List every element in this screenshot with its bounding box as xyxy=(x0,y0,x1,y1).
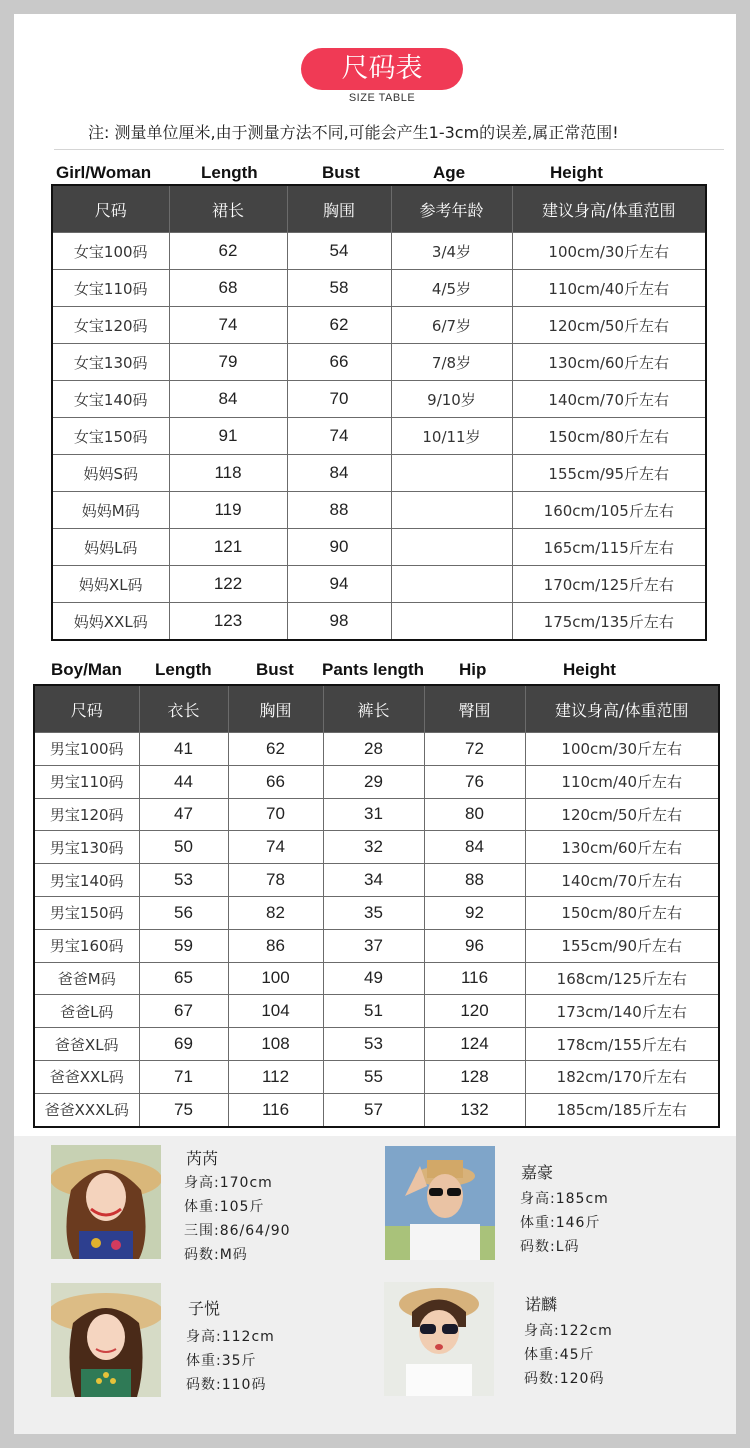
size-label-cell: 女宝130码 xyxy=(52,344,169,381)
column-header: 衣长 xyxy=(139,685,228,733)
table-cell: 84 xyxy=(424,831,525,864)
table-row xyxy=(34,896,719,929)
table-cell: 108 xyxy=(228,1028,323,1061)
table-row xyxy=(52,418,706,455)
table-cell: 121 xyxy=(169,529,287,566)
table-cell: 124 xyxy=(424,1028,525,1061)
table-cell: 32 xyxy=(323,831,424,864)
size-chart-page xyxy=(14,14,736,1434)
boy-header-height: Height xyxy=(563,660,616,679)
table-cell: 92 xyxy=(424,896,525,929)
column-header: 裙长 xyxy=(169,185,287,233)
size-label-cell: 女宝110码 xyxy=(52,270,169,307)
girl-straw-hat-photo xyxy=(51,1283,161,1397)
boy-header-size: Boy/Man xyxy=(51,660,122,679)
table-cell: 75 xyxy=(139,1093,228,1126)
table-cell: 70 xyxy=(287,381,391,418)
table-row xyxy=(34,962,719,995)
table-cell: 119 xyxy=(169,492,287,529)
model-stat: 身高:112cm xyxy=(186,1329,275,1345)
girl-header-length: Length xyxy=(201,163,258,182)
table-cell: 110cm/40斤左右 xyxy=(512,270,706,307)
model-stat: 码数:L码 xyxy=(520,1239,580,1255)
table-cell: 120cm/50斤左右 xyxy=(512,307,706,344)
model-stat: 体重:45斤 xyxy=(524,1347,595,1363)
table-cell: 6/7岁 xyxy=(391,307,512,344)
table-cell: 49 xyxy=(323,962,424,995)
table-cell: 10/11岁 xyxy=(391,418,512,455)
table-cell: 62 xyxy=(287,307,391,344)
table-cell: 72 xyxy=(424,733,525,766)
size-label-cell: 爸爸XXXL码 xyxy=(34,1093,139,1126)
table-cell: 66 xyxy=(287,344,391,381)
column-header: 胸围 xyxy=(287,185,391,233)
boy-header-bust: Bust xyxy=(256,660,294,679)
table-cell: 74 xyxy=(228,831,323,864)
table-cell: 104 xyxy=(228,995,323,1028)
table-cell: 55 xyxy=(323,1060,424,1093)
size-label-cell: 男宝130码 xyxy=(34,831,139,864)
table-cell: 175cm/135斤左右 xyxy=(512,603,706,641)
column-header: 尺码 xyxy=(52,185,169,233)
table-cell: 94 xyxy=(287,566,391,603)
size-label-cell: 爸爸L码 xyxy=(34,995,139,1028)
size-label-cell: 男宝100码 xyxy=(34,733,139,766)
table-cell: 155cm/90斤左右 xyxy=(525,929,719,962)
table-cell: 62 xyxy=(228,733,323,766)
model-stat: 体重:105斤 xyxy=(184,1199,265,1215)
column-header: 建议身高/体重范围 xyxy=(525,685,719,733)
table-row xyxy=(52,233,706,270)
size-label-cell: 爸爸XL码 xyxy=(34,1028,139,1061)
table-row xyxy=(52,566,706,603)
column-header: 建议身高/体重范围 xyxy=(512,185,706,233)
table-cell: 182cm/170斤左右 xyxy=(525,1060,719,1093)
boy-header-pants-length: Pants length xyxy=(322,660,425,679)
table-row xyxy=(34,798,719,831)
model-stat: 码数:110码 xyxy=(186,1377,267,1393)
model-stat: 体重:35斤 xyxy=(186,1353,257,1369)
column-header: 臀围 xyxy=(424,685,525,733)
table-cell: 120cm/50斤左右 xyxy=(525,798,719,831)
table-cell: 3/4岁 xyxy=(391,233,512,270)
table-cell: 79 xyxy=(169,344,287,381)
model-name: 芮芮 xyxy=(186,1149,219,1168)
table-cell: 31 xyxy=(323,798,424,831)
table-row xyxy=(34,1093,719,1126)
man-sunglasses-photo xyxy=(385,1146,495,1260)
model-stat: 身高:170cm xyxy=(184,1175,273,1191)
table-cell: 78 xyxy=(228,864,323,897)
table-row xyxy=(34,864,719,897)
table-cell: 96 xyxy=(424,929,525,962)
table-cell: 150cm/80斤左右 xyxy=(525,896,719,929)
table-cell: 100cm/30斤左右 xyxy=(512,233,706,270)
table-cell: 110cm/40斤左右 xyxy=(525,765,719,798)
table-cell: 84 xyxy=(287,455,391,492)
table-row xyxy=(34,765,719,798)
table-cell: 74 xyxy=(169,307,287,344)
table-cell: 68 xyxy=(169,270,287,307)
model-stat: 三围:86/64/90 xyxy=(184,1223,291,1239)
boy-size-table xyxy=(33,684,720,1128)
table-cell: 88 xyxy=(287,492,391,529)
table-cell: 100 xyxy=(228,962,323,995)
table-cell: 168cm/125斤左右 xyxy=(525,962,719,995)
table-row xyxy=(34,995,719,1028)
page-title: 尺码表 xyxy=(301,48,463,90)
table-cell: 91 xyxy=(169,418,287,455)
size-label-cell: 男宝140码 xyxy=(34,864,139,897)
model-stat: 身高:185cm xyxy=(520,1191,609,1207)
table-cell: 130cm/60斤左右 xyxy=(525,831,719,864)
table-cell: 173cm/140斤左右 xyxy=(525,995,719,1028)
size-label-cell: 妈妈M码 xyxy=(52,492,169,529)
table-cell xyxy=(391,455,512,492)
table-cell: 80 xyxy=(424,798,525,831)
table-cell: 53 xyxy=(139,864,228,897)
model-stat: 码数:M码 xyxy=(184,1247,248,1263)
table-row xyxy=(52,307,706,344)
table-cell: 4/5岁 xyxy=(391,270,512,307)
table-cell: 150cm/80斤左右 xyxy=(512,418,706,455)
table-row xyxy=(52,381,706,418)
table-row xyxy=(52,529,706,566)
measurement-note: 注: 测量单位厘米,由于测量方法不同,可能会产生1-3cm的误差,属正常范围! xyxy=(88,123,619,142)
woman-straw-hat-photo xyxy=(51,1145,161,1259)
table-cell: 7/8岁 xyxy=(391,344,512,381)
table-cell: 123 xyxy=(169,603,287,641)
size-label-cell: 妈妈XXL码 xyxy=(52,603,169,641)
size-label-cell: 妈妈S码 xyxy=(52,455,169,492)
table-cell: 70 xyxy=(228,798,323,831)
table-cell: 140cm/70斤左右 xyxy=(512,381,706,418)
model-name: 诺麟 xyxy=(525,1295,558,1314)
divider xyxy=(54,149,724,150)
girl-size-table xyxy=(51,184,707,641)
table-cell: 116 xyxy=(424,962,525,995)
table-cell: 62 xyxy=(169,233,287,270)
table-cell: 132 xyxy=(424,1093,525,1126)
column-header: 尺码 xyxy=(34,685,139,733)
size-label-cell: 女宝120码 xyxy=(52,307,169,344)
table-cell: 37 xyxy=(323,929,424,962)
table-cell: 100cm/30斤左右 xyxy=(525,733,719,766)
table-cell: 82 xyxy=(228,896,323,929)
table-cell: 122 xyxy=(169,566,287,603)
table-cell: 88 xyxy=(424,864,525,897)
table-row xyxy=(34,733,719,766)
table-cell: 66 xyxy=(228,765,323,798)
table-cell: 86 xyxy=(228,929,323,962)
table-cell: 98 xyxy=(287,603,391,641)
table-cell xyxy=(391,566,512,603)
table-cell xyxy=(391,529,512,566)
model-stat: 码数:120码 xyxy=(524,1371,605,1387)
table-row xyxy=(52,270,706,307)
column-header: 裤长 xyxy=(323,685,424,733)
table-cell: 58 xyxy=(287,270,391,307)
girl-table-header-row xyxy=(52,185,706,233)
girl-header-size: Girl/Woman xyxy=(56,163,152,182)
table-cell: 54 xyxy=(287,233,391,270)
table-row xyxy=(52,492,706,529)
column-header: 参考年龄 xyxy=(391,185,512,233)
table-row xyxy=(34,831,719,864)
boy-table-body xyxy=(34,733,719,1127)
boy-header-hip: Hip xyxy=(459,660,487,679)
table-row xyxy=(52,344,706,381)
size-label-cell: 女宝100码 xyxy=(52,233,169,270)
table-cell: 74 xyxy=(287,418,391,455)
column-header: 胸围 xyxy=(228,685,323,733)
table-cell xyxy=(391,492,512,529)
model-name: 子悦 xyxy=(188,1299,221,1318)
model-stat: 身高:122cm xyxy=(524,1323,613,1339)
table-cell: 47 xyxy=(139,798,228,831)
size-label-cell: 女宝140码 xyxy=(52,381,169,418)
page-subtitle: SIZE TABLE xyxy=(348,92,416,104)
boy-header-length: Length xyxy=(155,660,212,679)
table-cell: 41 xyxy=(139,733,228,766)
table-row xyxy=(34,1060,719,1093)
girl-header-height: Height xyxy=(550,163,603,182)
table-cell: 34 xyxy=(323,864,424,897)
boy-sunglasses-photo xyxy=(384,1282,494,1396)
table-cell: 76 xyxy=(424,765,525,798)
table-cell: 53 xyxy=(323,1028,424,1061)
table-cell: 65 xyxy=(139,962,228,995)
table-cell: 140cm/70斤左右 xyxy=(525,864,719,897)
girl-header-age: Age xyxy=(433,163,466,182)
girl-table-body xyxy=(52,233,706,641)
size-label-cell: 男宝110码 xyxy=(34,765,139,798)
table-cell: 35 xyxy=(323,896,424,929)
size-label-cell: 妈妈L码 xyxy=(52,529,169,566)
table-cell: 155cm/95斤左右 xyxy=(512,455,706,492)
table-cell: 44 xyxy=(139,765,228,798)
table-cell: 50 xyxy=(139,831,228,864)
girl-header-bust: Bust xyxy=(322,163,360,182)
table-cell: 29 xyxy=(323,765,424,798)
table-cell: 51 xyxy=(323,995,424,1028)
table-row xyxy=(52,455,706,492)
model-stat: 体重:146斤 xyxy=(520,1215,601,1231)
size-label-cell: 男宝150码 xyxy=(34,896,139,929)
model-name: 嘉豪 xyxy=(521,1163,554,1182)
table-cell: 59 xyxy=(139,929,228,962)
size-label-cell: 爸爸XXL码 xyxy=(34,1060,139,1093)
table-row xyxy=(34,929,719,962)
table-cell: 185cm/185斤左右 xyxy=(525,1093,719,1126)
size-label-cell: 女宝150码 xyxy=(52,418,169,455)
table-cell: 56 xyxy=(139,896,228,929)
table-cell: 118 xyxy=(169,455,287,492)
table-cell: 165cm/115斤左右 xyxy=(512,529,706,566)
size-label-cell: 妈妈XL码 xyxy=(52,566,169,603)
table-cell: 28 xyxy=(323,733,424,766)
table-cell: 130cm/60斤左右 xyxy=(512,344,706,381)
boy-table-header-row xyxy=(34,685,719,733)
size-label-cell: 男宝160码 xyxy=(34,929,139,962)
table-row xyxy=(34,1028,719,1061)
table-cell: 178cm/155斤左右 xyxy=(525,1028,719,1061)
table-cell: 9/10岁 xyxy=(391,381,512,418)
table-row xyxy=(52,603,706,641)
table-cell: 112 xyxy=(228,1060,323,1093)
table-cell xyxy=(391,603,512,641)
table-cell: 170cm/125斤左右 xyxy=(512,566,706,603)
table-cell: 160cm/105斤左右 xyxy=(512,492,706,529)
size-label-cell: 爸爸M码 xyxy=(34,962,139,995)
table-cell: 120 xyxy=(424,995,525,1028)
table-cell: 90 xyxy=(287,529,391,566)
table-cell: 128 xyxy=(424,1060,525,1093)
table-cell: 84 xyxy=(169,381,287,418)
table-cell: 71 xyxy=(139,1060,228,1093)
table-cell: 69 xyxy=(139,1028,228,1061)
size-label-cell: 男宝120码 xyxy=(34,798,139,831)
table-cell: 67 xyxy=(139,995,228,1028)
table-cell: 116 xyxy=(228,1093,323,1126)
table-cell: 57 xyxy=(323,1093,424,1126)
